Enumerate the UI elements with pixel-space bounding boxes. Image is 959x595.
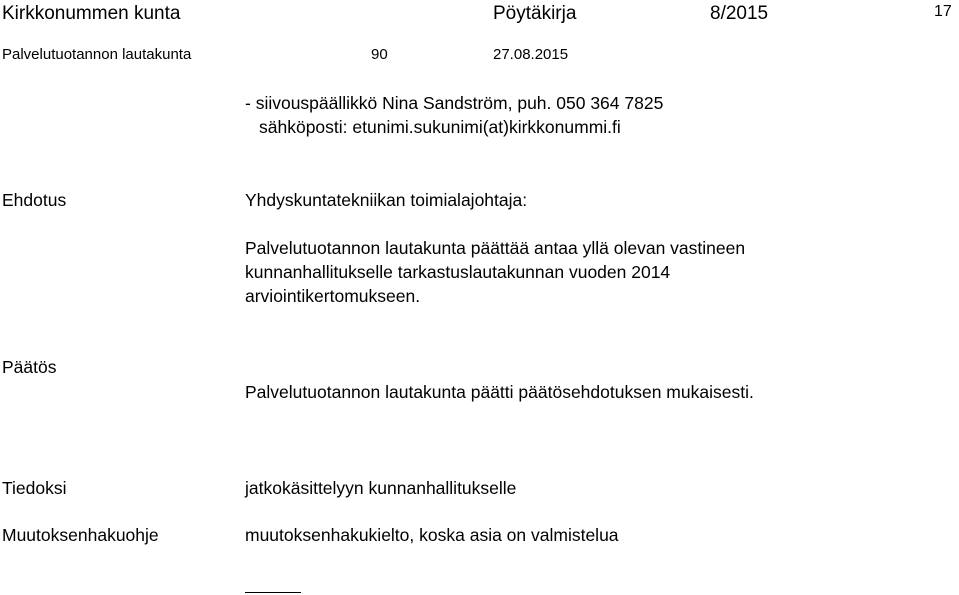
meeting-date: 27.08.2015 <box>493 46 569 63</box>
document-number: 8/2015 <box>710 3 769 24</box>
decision-text: Palvelutuotannon lautakunta päätti päätösehdotuksen mukaisesti. <box>245 382 754 402</box>
decision-label: Päätös <box>2 357 57 377</box>
closing-rule <box>245 592 301 593</box>
proposal-text-line-2: kunnanhallitukselle tarkastuslautakunnan vuoden 2014 <box>245 262 671 282</box>
info-label: Tiedoksi <box>2 478 67 498</box>
appeal-label: Muutoksenhakuohje <box>2 525 159 545</box>
document-type: Pöytäkirja <box>493 3 577 24</box>
contact-line-2: sähköposti: etunimi.sukunimi(at)kirkkonummi.fi <box>259 117 621 137</box>
section-number: 90 <box>371 46 388 63</box>
proposal-label: Ehdotus <box>2 190 67 210</box>
municipality-name: Kirkkonummen kunta <box>2 3 181 24</box>
proposal-text-line-3: arviointikertomukseen. <box>245 286 421 306</box>
committee-name: Palvelutuotannon lautakunta <box>2 46 192 63</box>
proposal-text-line-1: Palvelutuotannon lautakunta päättää antaa yllä olevan vastineen <box>245 238 746 258</box>
contact-line-1: - siivouspäällikkö Nina Sandström, puh. 050 364 7825 <box>245 93 664 113</box>
proposal-heading: Yhdyskuntatekniikan toimialajohtaja: <box>245 190 528 210</box>
appeal-text: muutoksenhakukielto, koska asia on valmistelua <box>245 525 619 545</box>
info-text: jatkokäsittelyyn kunnanhallitukselle <box>245 478 517 498</box>
page-number: 17 <box>934 3 952 20</box>
